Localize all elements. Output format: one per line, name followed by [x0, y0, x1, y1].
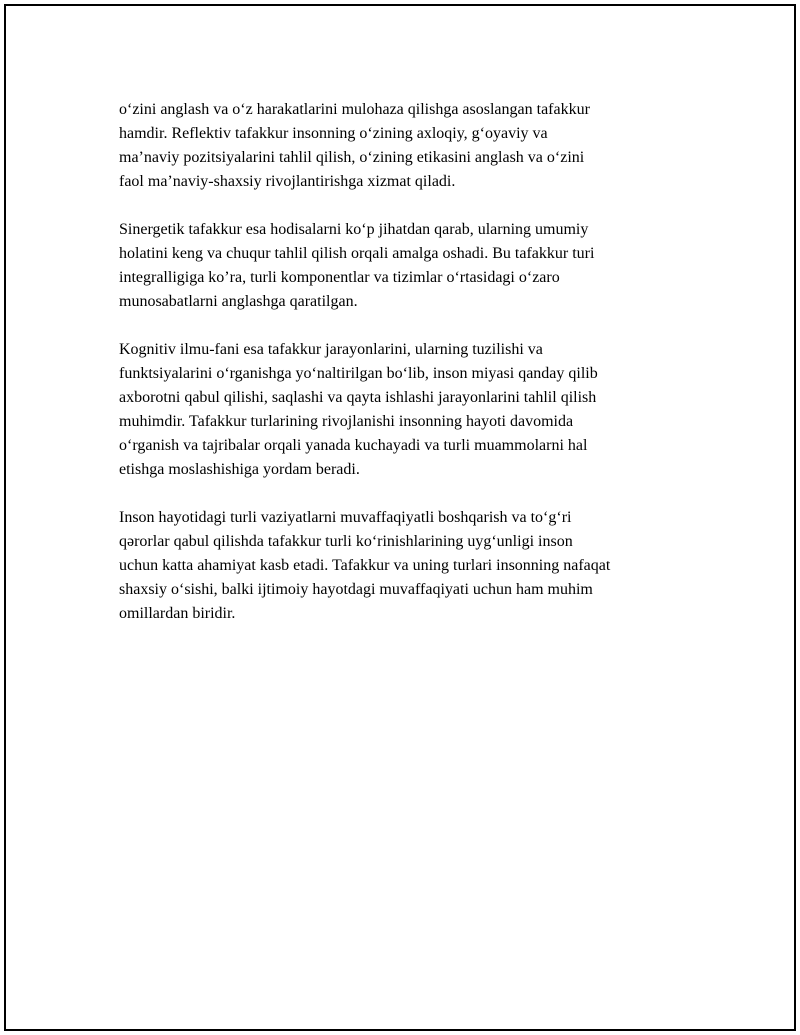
text-line: faol ma’naviy-shaxsiy rivojlantirishga xizmat qiladi. — [119, 173, 456, 190]
paragraph-conclusion — [119, 506, 679, 626]
paragraph-cognitive-science — [119, 338, 679, 482]
paragraph-synergetic-thinking — [119, 218, 679, 314]
text-line: o‘rganish va tajribalar orqali yanada kuchayadi va turli muammolarni hal — [119, 437, 588, 454]
text-line: shaxsiy o‘sishi, balki ijtimoiy hayotdagi muvaffaqiyati uchun ham muhim — [119, 581, 593, 598]
text-line: qərorlar qabul qilishda tafakkur turli ko‘rinishlarining uyg‘unligi inson — [119, 533, 573, 550]
page — [4, 4, 796, 1031]
text-line: uchun katta ahamiyat kasb etadi. Tafakkur va uning turlari insonning nafaqat — [119, 557, 611, 574]
text-line: funktsiyalarini o‘rganishga yo‘naltirilgan bo‘lib, inson miyasi qanday qilib — [119, 365, 598, 382]
document-body — [119, 98, 679, 650]
text-line: axborotni qabul qilishi, saqlashi va qayta ishlashi jarayonlarini tahlil qilish — [119, 389, 597, 406]
text-line: o‘zini anglash va o‘z harakatlarini mulohaza qilishga asoslangan tafakkur — [119, 101, 590, 118]
text-line: muhimdir. Tafakkur turlarining rivojlanishi insonning hayoti davomida — [119, 413, 574, 430]
text-line: holatini keng va chuqur tahlil qilish orqali amalga oshadi. Bu tafakkur turi — [119, 245, 595, 262]
text-line: Sinergetik tafakkur esa hodisalarni ko‘p jihatdan qarab, ularning umumiy — [119, 221, 589, 238]
paragraph-reflective-thinking — [119, 98, 679, 194]
text-line: Kognitiv ilmu-fani esa tafakkur jarayonlarini, ularning tuzilishi va — [119, 341, 543, 358]
text-line: Inson hayotidagi turli vaziyatlarni muvaffaqiyatli boshqarish va to‘g‘ri — [119, 509, 572, 526]
text-line: etishga moslashishiga yordam beradi. — [119, 461, 360, 478]
text-line: munosabatlarni anglashga qaratilgan. — [119, 293, 358, 310]
text-line: ma’naviy pozitsiyalarini tahlil qilish, o‘zining etikasini anglash va o‘zini — [119, 149, 585, 166]
text-line: integralligiga ko’ra, turli komponentlar va tizimlar o‘rtasidagi o‘zaro — [119, 269, 560, 286]
text-line: hamdir. Reflektiv tafakkur insonning o‘zining axloqiy, g‘oyaviy va — [119, 125, 548, 142]
text-line: omillardan biridir. — [119, 605, 236, 622]
